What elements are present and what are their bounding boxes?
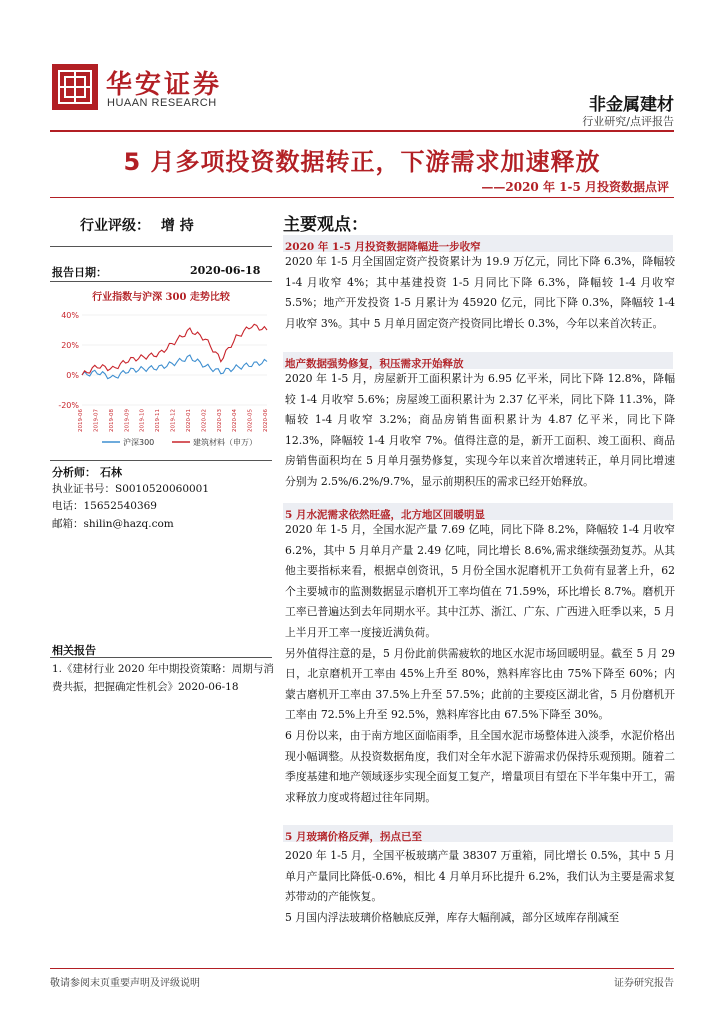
- footer-doc-type: 证券研究报告: [614, 978, 674, 989]
- legend-label: 沪深300: [123, 438, 155, 447]
- section-body: [285, 520, 675, 808]
- x-tick-label: 2020-04: [232, 409, 239, 432]
- y-tick-label: 0%: [66, 371, 79, 380]
- legend-label: 建筑材料（申万）: [193, 438, 257, 447]
- section-title: 2020 年 1-5 月投资数据降幅进一步收窄: [285, 241, 481, 253]
- analyst-license: 执业证书号：S0010520060001: [52, 483, 210, 495]
- section-title: 地产数据强势修复，积压需求开始释放: [285, 358, 464, 370]
- report-title: 5 月多项投资数据转正，下游需求加速释放: [123, 148, 601, 176]
- sidebar-divider: [50, 281, 272, 282]
- x-tick-label: 2019-11: [155, 409, 162, 432]
- report-date: 2020-06-18: [190, 264, 261, 277]
- x-tick-label: 2019-07: [93, 409, 100, 432]
- logo-english-name: HUAAN RESEARCH: [107, 97, 217, 109]
- analyst-label: 分析师：: [52, 466, 96, 479]
- report-subtitle: ——2020 年 1-5 月投资数据点评: [481, 180, 669, 194]
- paragraph: 6 月份以来，由于南方地区面临雨季，且全国水泥市场整体进入淡季，水泥价格出现小幅调整。从投资数据角度，我们对全年水泥下游需求仍保持乐观预期。随着二季度基建和地产领域逐步实现全面复工复产，增量项目有望在下半年集中开工，需求释放力度或将超过往年同期。: [285, 728, 675, 804]
- sidebar-divider: [50, 460, 272, 461]
- x-tick-label: 2019-10: [139, 409, 146, 432]
- section-header-cement: [283, 503, 673, 520]
- analyst-email[interactable]: 邮箱：shilin@hazq.com: [52, 518, 174, 530]
- main-points-heading: 主要观点：: [283, 215, 368, 235]
- y-tick-label: -20%: [58, 401, 79, 410]
- paragraph: 2020 年 1-5 月，全国平板玻璃产量 38307 万重箱，同比增长 0.5%，其中 5 月单月产量同比降低-0.6%，相比 4 月单月环比提升 6.2%，我们认为主要是需求复苏带动的产能恢复。: [285, 849, 675, 904]
- paragraph: 另外值得注意的是，5 月份此前供需疲软的地区水泥市场回暖明显。截至 5 月 29 日，北京磨机开工率由 45%上升至 80%，熟料库容比由 75%下降至 60%；内蒙古磨机开工率由 37.5%上升至 57.5%；此前的主要疫区湖北省，5 月份磨机开工率由 72.5%上升至 92.5%，熟料库容比由 67.5%下降至 30%。: [285, 646, 675, 722]
- x-tick-label: 2019-12: [170, 409, 177, 432]
- paragraph: 2020 年 1-5 月，全国水泥产量 7.69 亿吨，同比下降 8.2%，降幅较 1-4 月收窄 6.2%，其中 5 月单月产量 2.49 亿吨，同比增长 8.6%,需求继续强劲复苏。从其他主要指标来看，根据卓创资讯，5 月份全国水泥磨机开工负荷有显著上升，62 个主要城市的监测数据显示磨机开工率均值在 71.59%，环比增长 8.7%。磨机开工率已普遍达到去年同期水平。其中江苏、浙江、广东、广西进入旺季以来，5 月上半月开工率一度接近满负荷。: [285, 523, 675, 639]
- paragraph: 2020 年 1-5 月，房屋新开工面积累计为 6.95 亿平米，同比下降 12.8%，降幅较 1-4 月收窄 5.6%；房屋竣工面积累计为 2.37 亿平米，同比下降 11.3%，降幅较 1-4 月收窄 3.2%；商品房销售面积累计为 4.87 亿平米，同比下降 12.3%，降幅较 1-4 月收窄 7%。值得注意的是，新开工面积、竣工面积、商品房销售面积均在 5 月单月强势修复，实现今年以来首次增速转正，单月同比增速分别为 2.5%/6.2%/9.7%，显示前期积压的需求已经开始释放。: [285, 372, 675, 488]
- paragraph: 5 月国内浮法玻璃价格触底反弹，库存大幅削减，部分区域库存削减至: [285, 910, 620, 924]
- rating-value: 增 持: [160, 218, 194, 234]
- section-title: 5 月水泥需求依然旺盛，北方地区回暖明显: [285, 509, 485, 521]
- doc-type-label: 行业研究/点评报告: [582, 115, 674, 128]
- section-header-property: [283, 352, 673, 369]
- analyst-name: 石林: [100, 466, 122, 479]
- section-body: [285, 252, 675, 334]
- x-tick-label: 2019-09: [124, 409, 131, 432]
- logo-chinese-name: 华安证券: [106, 70, 223, 100]
- section-header-investment: [283, 235, 673, 252]
- analyst: [52, 464, 122, 480]
- section-header-glass: [283, 825, 673, 842]
- sidebar-divider: [50, 657, 272, 658]
- x-tick-label: 2020-06: [263, 409, 269, 432]
- x-tick-label: 2019-06: [78, 409, 84, 432]
- y-tick-label: 20%: [61, 341, 79, 350]
- industry-rating: [80, 215, 194, 235]
- related-reports-label: 相关报告: [52, 644, 96, 657]
- x-tick-label: 2020-02: [201, 409, 208, 432]
- header-divider: [50, 130, 674, 132]
- trend-chart: [52, 305, 274, 455]
- report-date-label: 报告日期：: [52, 266, 107, 279]
- logo-seal-icon: [52, 64, 98, 110]
- section-body: [285, 369, 675, 493]
- x-tick-label: 2020-01: [185, 409, 192, 432]
- section-body: [285, 846, 675, 928]
- title-divider: [50, 197, 674, 198]
- footer-divider: [50, 968, 674, 969]
- logo-mark: [52, 64, 98, 110]
- footer-disclaimer: 敬请参阅末页重要声明及评级说明: [50, 978, 200, 989]
- x-tick-label: 2020-03: [216, 409, 223, 432]
- sidebar-divider: [50, 246, 272, 247]
- section-title: 5 月玻璃价格反弹，拐点已至: [285, 831, 422, 843]
- x-tick-label: 2019-08: [108, 409, 115, 432]
- rating-label: 行业评级：: [80, 218, 150, 234]
- y-tick-label: 40%: [61, 311, 79, 320]
- paragraph: 2020 年 1-5 月全国固定资产投资累计为 19.9 万亿元，同比下降 6.3%，降幅较 1-4 月收窄 4%；其中基建投资 1-5 月同比下降 6.3%，降幅较 1-4 月收窄 5.5%；地产开发投资 1-5 月累计为 45920 亿元，同比下降 0.3%，降幅较 1-4 月收窄 3%。其中 5 月单月固定资产投资同比增长 0.3%，今年以来首次转正。: [285, 255, 675, 330]
- related-report-item[interactable]: 1.《建材行业 2020 年中期投资策略：周期与消费共振，把握确定性机会》2020-06-18: [52, 663, 274, 693]
- sector-label: 非金属建材: [589, 95, 674, 115]
- analyst-phone: 电话：15652540369: [52, 500, 157, 512]
- x-tick-label: 2020-05: [247, 409, 254, 432]
- chart-title: 行业指数与沪深 300 走势比较: [92, 292, 230, 303]
